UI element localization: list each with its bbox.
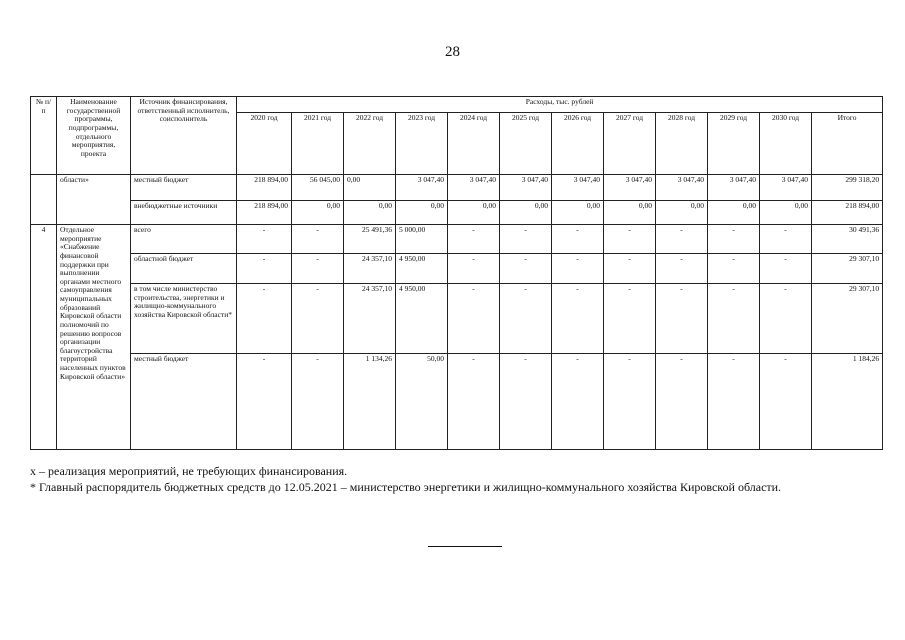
cell-value: 0,00 — [344, 175, 396, 201]
cell-value: 0,00 — [656, 201, 708, 225]
cell-value: - — [292, 284, 344, 354]
cell-value: - — [500, 254, 552, 284]
cell-value: - — [500, 354, 552, 450]
cell-value: - — [656, 354, 708, 450]
cell-value: - — [448, 225, 500, 254]
cell-value: 3 047,40 — [656, 175, 708, 201]
cell-value: 3 047,40 — [708, 175, 760, 201]
cell-value: 0,00 — [708, 201, 760, 225]
footnote: х – реализация мероприятий, не требующих финансирования. — [30, 464, 348, 478]
footnotes — [30, 463, 781, 495]
cell-value: - — [237, 254, 292, 284]
header-source: Источник финансирования, ответственный исполнитель, соисполнитель — [131, 97, 237, 175]
cell-value: - — [292, 254, 344, 284]
cell-value: 24 357,10 — [344, 284, 396, 354]
row-num: 4 — [31, 225, 57, 450]
header-year: 2028 год — [656, 113, 708, 175]
cell-value: - — [656, 225, 708, 254]
cell-value: 25 491,36 — [344, 225, 396, 254]
footnote: * Главный распорядитель бюджетных средств до 12.05.2021 – министерство энергетики и жилищно-коммунального хозяйства Кировской области. — [30, 480, 782, 494]
cell-value: 3 047,40 — [760, 175, 812, 201]
cell-value: 3 047,40 — [448, 175, 500, 201]
cell-value: - — [500, 225, 552, 254]
header-year: 2020 год — [237, 113, 292, 175]
cell-total: 29 307,10 — [812, 254, 883, 284]
row-source: в том числе министерство строительства, энергетики и жилищно-коммунального хозяйства Кировской области* — [131, 284, 237, 354]
cell-value: - — [656, 254, 708, 284]
header-year: 2025 год — [500, 113, 552, 175]
header-year: 2021 год — [292, 113, 344, 175]
cell-value: 56 045,00 — [292, 175, 344, 201]
cell-value: - — [708, 225, 760, 254]
cell-value: 0,00 — [760, 201, 812, 225]
cell-value: 0,00 — [448, 201, 500, 225]
cell-value: 0,00 — [552, 201, 604, 225]
cell-value: 1 134,26 — [344, 354, 396, 450]
row-name: области» — [57, 175, 131, 225]
row-source: местный бюджет — [131, 175, 237, 201]
cell-value: 218 894,00 — [237, 175, 292, 201]
cell-value: 0,00 — [500, 201, 552, 225]
header-year: 2024 год — [448, 113, 500, 175]
table-row — [31, 225, 883, 254]
header-year: 2029 год — [708, 113, 760, 175]
header-year: 2022 год — [344, 113, 396, 175]
table-row — [31, 354, 883, 450]
cell-value: - — [552, 284, 604, 354]
cell-total: 30 491,36 — [812, 225, 883, 254]
cell-value: - — [500, 284, 552, 354]
header-year: 2023 год — [396, 113, 448, 175]
cell-value: - — [760, 284, 812, 354]
row-name: Отдельное мероприятие «Снабжение финансовой поддержки при выполнении органами местного самоуправления муниципальных образований Кировской области полномочий по решению вопросов организации благоустройства территорий населенных пунктов Кировской области» — [57, 225, 131, 450]
cell-total: 29 307,10 — [812, 284, 883, 354]
cell-value: - — [448, 284, 500, 354]
header-year: 2027 год — [604, 113, 656, 175]
cell-total: 218 894,00 — [812, 201, 883, 225]
cell-value: 3 047,40 — [604, 175, 656, 201]
header-expenses: Расходы, тыс. рублей — [237, 97, 883, 113]
cell-value: 0,00 — [344, 201, 396, 225]
header-total: Итого — [812, 113, 883, 175]
table-row — [31, 284, 883, 354]
cell-value: 4 950,00 — [396, 254, 448, 284]
cell-value: - — [760, 354, 812, 450]
cell-value: 0,00 — [396, 201, 448, 225]
table-row — [31, 175, 883, 201]
cell-value: - — [656, 284, 708, 354]
cell-value: - — [760, 225, 812, 254]
row-source: всего — [131, 225, 237, 254]
cell-value: - — [552, 225, 604, 254]
header-name: Наименование государственной программы, подпрограммы, отдельного мероприятия, проекта — [57, 97, 131, 175]
cell-value: - — [604, 284, 656, 354]
cell-value: 4 950,00 — [396, 284, 448, 354]
cell-value: - — [448, 354, 500, 450]
cell-value: 3 047,40 — [552, 175, 604, 201]
cell-value: - — [708, 254, 760, 284]
cell-value: - — [708, 284, 760, 354]
cell-value: - — [292, 354, 344, 450]
table-row — [31, 201, 883, 225]
cell-value: - — [237, 354, 292, 450]
cell-value: 3 047,40 — [396, 175, 448, 201]
header-year: 2026 год — [552, 113, 604, 175]
cell-value: - — [237, 225, 292, 254]
cell-value: 218 894,00 — [237, 201, 292, 225]
row-source: областной бюджет — [131, 254, 237, 284]
cell-value: - — [292, 225, 344, 254]
cell-value: 0,00 — [604, 201, 656, 225]
cell-value: - — [760, 254, 812, 284]
cell-value: - — [708, 354, 760, 450]
cell-total: 299 318,20 — [812, 175, 883, 201]
row-source: местный бюджет — [131, 354, 237, 450]
row-source: внебюджетные источники — [131, 201, 237, 225]
cell-value: 50,00 — [396, 354, 448, 450]
table-row — [31, 254, 883, 284]
cell-value: - — [552, 254, 604, 284]
cell-value: - — [448, 254, 500, 284]
cell-value: 24 357,10 — [344, 254, 396, 284]
cell-value: - — [604, 225, 656, 254]
cell-value: - — [604, 254, 656, 284]
page-number: 28 — [445, 44, 460, 60]
cell-value: - — [237, 284, 292, 354]
cell-value: - — [604, 354, 656, 450]
separator-line — [428, 546, 502, 547]
header-num: № п/п — [31, 97, 57, 175]
header-year: 2030 год — [760, 113, 812, 175]
cell-value: 3 047,40 — [500, 175, 552, 201]
cell-value: 5 000,00 — [396, 225, 448, 254]
cell-total: 1 184,26 — [812, 354, 883, 450]
row-num — [31, 175, 57, 225]
cell-value: 0,00 — [292, 201, 344, 225]
cell-value: - — [552, 354, 604, 450]
budget-table — [30, 96, 883, 450]
